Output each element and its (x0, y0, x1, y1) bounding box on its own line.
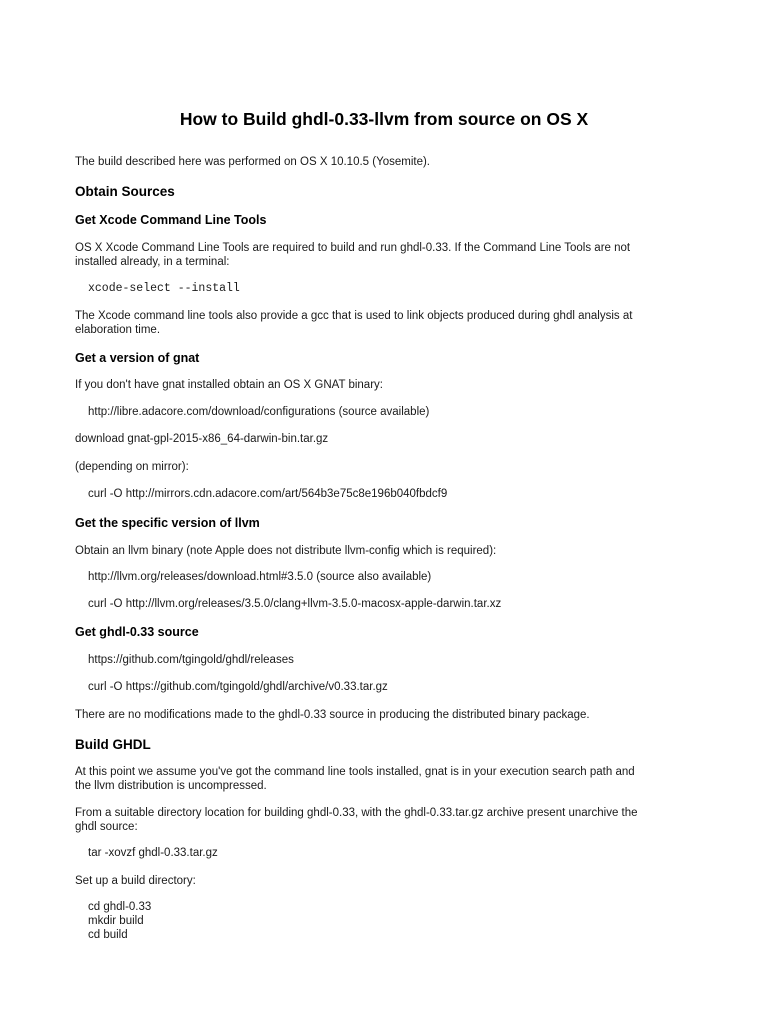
build-paragraph-2-line-1: From a suitable directory location for building ghdl-0.33, with the ghdl-0.33.tar.gz archive present unarchive the (75, 807, 638, 819)
xcode-note-line-2: elaboration time. (75, 324, 161, 336)
gnat-download: download gnat-gpl-2015-x86_64-darwin-bin.tar.gz (75, 433, 329, 445)
gnat-url: http://libre.adacore.com/download/configurations (source available) (88, 406, 430, 418)
xcode-paragraph-line-1: OS X Xcode Command Line Tools are required to build and run ghdl-0.33. If the Command Line Tools are not (75, 242, 631, 254)
ghdl-curl-command: curl -O https://github.com/tgingold/ghdl/archive/v0.33.tar.gz (88, 681, 388, 693)
build-paragraph-1-line-1: At this point we assume you've got the command line tools installed, gnat is in your execution search path and (75, 766, 635, 778)
page-title: How to Build ghdl-0.33-llvm from source on OS X (179, 109, 589, 129)
cd-ghdl-command: cd ghdl-0.33 (88, 901, 152, 913)
intro-text: The build described here was performed on OS X 10.10.5 (Yosemite). (75, 156, 430, 168)
heading-llvm: Get the specific version of llvm (75, 516, 260, 530)
build-paragraph-2-line-2: ghdl source: (75, 821, 138, 833)
llvm-curl-command: curl -O http://llvm.org/releases/3.5.0/clang+llvm-3.5.0-macosx-apple-darwin.tar.xz (88, 598, 502, 610)
tar-command: tar -xovzf ghdl-0.33.tar.gz (88, 847, 218, 859)
ghdl-no-modifications-note: There are no modifications made to the ghdl-0.33 source in producing the distributed binary package. (75, 709, 590, 721)
xcode-paragraph-line-2: installed already, in a terminal: (75, 256, 230, 268)
heading-ghdl-source: Get ghdl-0.33 source (75, 625, 199, 639)
llvm-paragraph: Obtain an llvm binary (note Apple does not distribute llvm-config which is required): (75, 545, 497, 557)
build-paragraph-1-line-2: the llvm distribution is uncompressed. (75, 780, 267, 792)
gnat-paragraph: If you don't have gnat installed obtain an OS X GNAT binary: (75, 379, 383, 391)
setup-build-dir-text: Set up a build directory: (75, 875, 196, 887)
xcode-install-command: xcode-select --install (88, 282, 240, 295)
mkdir-build-command: mkdir build (88, 915, 144, 927)
heading-obtain-sources: Obtain Sources (75, 184, 175, 199)
gnat-curl-command: curl -O http://mirrors.cdn.adacore.com/art/564b3e75c8e196b040fbdcf9 (88, 488, 448, 500)
heading-gnat: Get a version of gnat (75, 351, 200, 365)
heading-xcode-tools: Get Xcode Command Line Tools (75, 213, 267, 227)
gnat-mirror-note: (depending on mirror): (75, 461, 189, 473)
heading-build-ghdl: Build GHDL (75, 737, 151, 752)
xcode-note-line-1: The Xcode command line tools also provide a gcc that is used to link objects produced during ghdl analysis at (75, 310, 633, 322)
llvm-url: http://llvm.org/releases/download.html#3.5.0 (source also available) (88, 571, 432, 583)
cd-build-command: cd build (88, 929, 128, 941)
ghdl-releases-url: https://github.com/tgingold/ghdl/releases (88, 654, 294, 666)
